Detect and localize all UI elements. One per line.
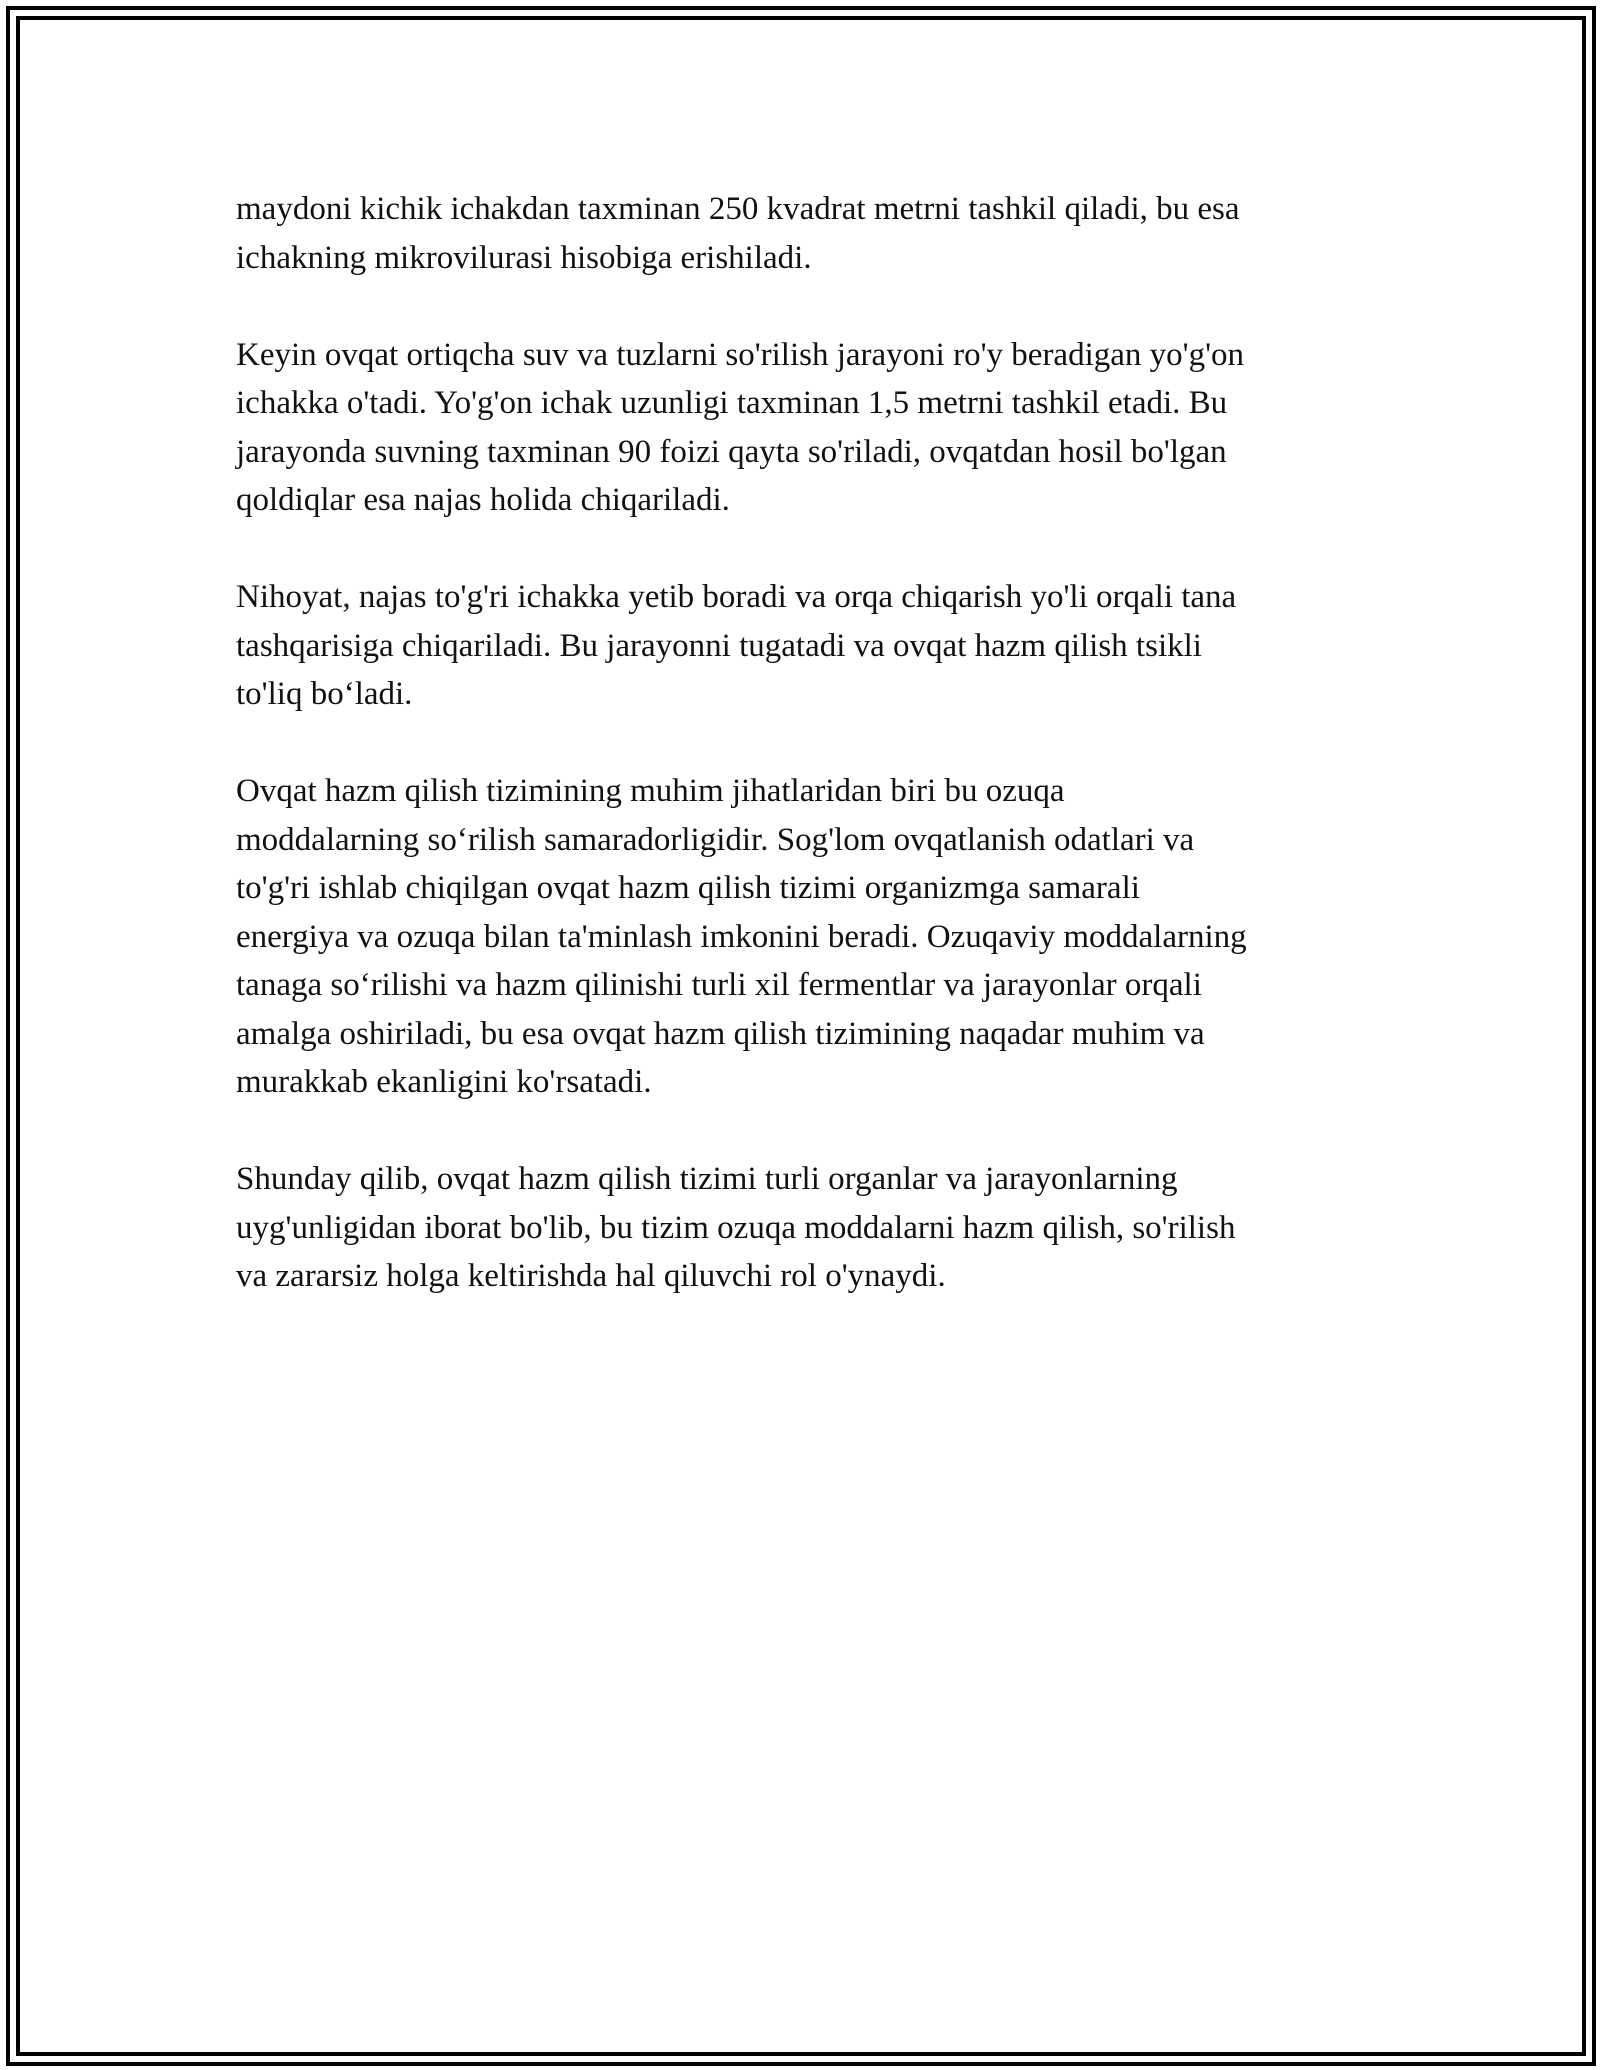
paragraph-1: maydoni kichik ichakdan taxminan 250 kvadrat metrni tashkil qiladi, bu esa ichakning mikrovilurasi hisobiga erishiladi. [236, 191, 1240, 276]
paragraph-2: Keyin ovqat ortiqcha suv va tuzlarni so'rilish jarayoni ro'y beradigan yo'g'on ichakka o'tadi. Yo'g'on ichak uzunligi taxminan 1,5 metrni tashkil etadi. Bu jarayonda suvning taxminan 90 foizi qayta so'riladi, ovqatdan hosil bo'lgan qoldiqlar esa najas holida chiqariladi. [236, 336, 1245, 518]
paragraph-5: Shunday qilib, ovqat hazm qilish tizimi turli organlar va jarayonlarning uyg'unligidan iborat bo'lib, bu tizim ozuqa moddalarni hazm qilish, so'rilish va zararsiz holga keltirishda hal qiluvchi rol o'ynaydi. [236, 1161, 1236, 1294]
paragraph-4: Ovqat hazm qilish tizimining muhim jihatlaridan biri bu ozuqa moddalarning so‘rilish samaradorligidir. Sog'lom ovqatlanish odatlari va to'g'ri ishlab chiqilgan ovqat hazm qilish tizimi organizmga samarali energiya va ozuqa bilan ta'minlash imkonini beradi. Ozuqaviy moddalarning tanaga so‘rilishi va hazm qilinishi turli xil fermentlar va jarayonlar orqali amalga oshiriladi, bu esa ovqat hazm qilish tizimining naqadar muhim va murakkab ekanligini ko'rsatadi. [236, 773, 1247, 1100]
document-body [236, 185, 1366, 1349]
paragraph-3: Nihoyat, najas to'g'ri ichakka yetib boradi va orqa chiqarish yo'li orqali tana tashqarisiga chiqariladi. Bu jarayonni tugatadi va ovqat hazm qilish tsikli to'liq bo‘ladi. [236, 579, 1237, 712]
